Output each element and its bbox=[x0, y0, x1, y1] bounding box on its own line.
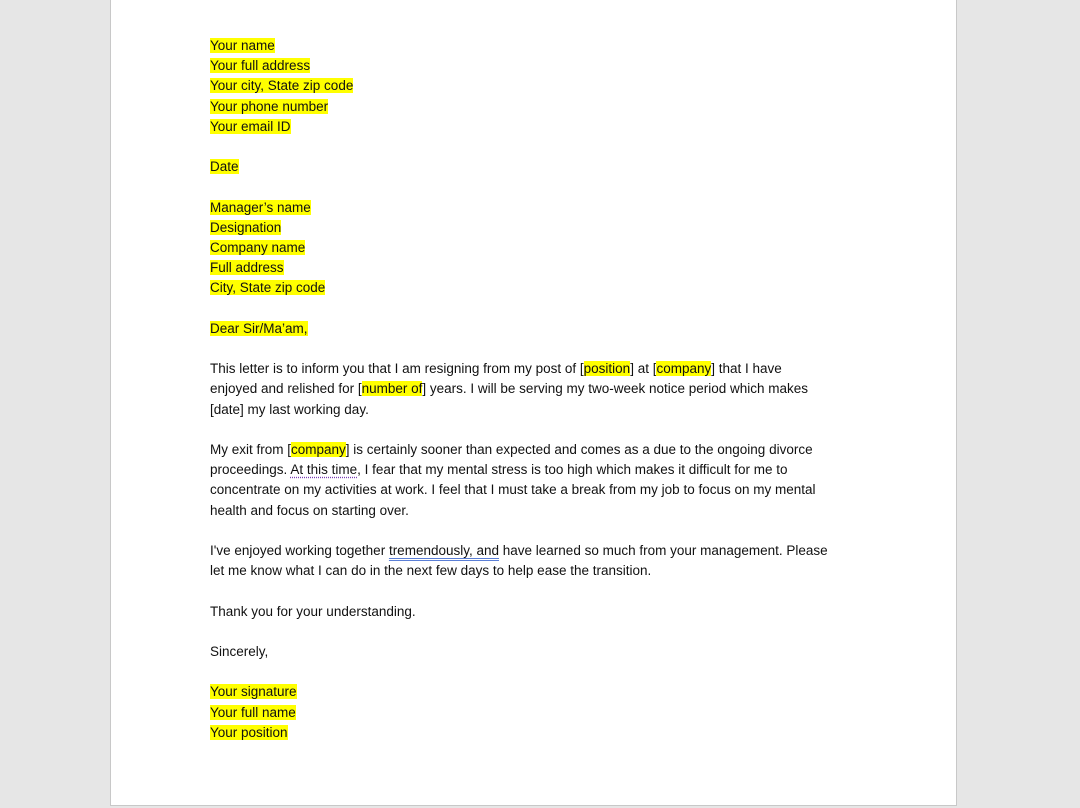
style-flag[interactable]: tremendously, and bbox=[388, 542, 500, 558]
text-run: ] is certainly sooner than expected and comes as a due to the ongoing divorce bbox=[345, 441, 813, 457]
spacer bbox=[210, 521, 870, 541]
text-run: enjoyed and relished for [ bbox=[210, 381, 362, 397]
spacer bbox=[210, 622, 870, 642]
text-run: ] years. I will be serving my two-week notice period which makes bbox=[422, 381, 809, 397]
text-run: proceedings. bbox=[210, 462, 291, 478]
text-run: [date] my last working day. bbox=[210, 401, 369, 417]
letter-date: Date bbox=[210, 159, 239, 175]
sender-phone: Your phone number bbox=[210, 98, 329, 114]
placeholder-position: position bbox=[583, 361, 631, 377]
recipient-designation: Designation bbox=[210, 219, 282, 235]
signature-placeholder: Your signature bbox=[210, 684, 297, 700]
spacer bbox=[210, 137, 870, 157]
sender-email: Your email ID bbox=[210, 118, 291, 134]
spacer bbox=[210, 299, 870, 319]
paragraph-gratitude bbox=[210, 541, 870, 581]
recipient-address: Full address bbox=[210, 260, 284, 276]
text-run: My exit from [ bbox=[210, 441, 292, 457]
placeholder-company: company bbox=[656, 361, 712, 377]
grammar-flag[interactable]: At this time bbox=[290, 462, 358, 478]
recipient-block bbox=[210, 198, 870, 299]
sender-block bbox=[210, 36, 870, 137]
placeholder-company: company bbox=[291, 441, 346, 457]
document-page[interactable] bbox=[110, 0, 957, 806]
paragraph-reason bbox=[210, 440, 870, 521]
text-run: let me know what I can do in the next few days to help ease the transition. bbox=[210, 563, 652, 579]
sender-city: Your city, State zip code bbox=[210, 78, 354, 94]
spacer bbox=[210, 420, 870, 440]
spacer bbox=[210, 177, 870, 197]
signature-position: Your position bbox=[210, 724, 288, 740]
spacer bbox=[210, 581, 870, 601]
text-run: health and focus on starting over. bbox=[210, 502, 409, 518]
sender-name: Your name bbox=[210, 38, 275, 53]
spacer bbox=[210, 339, 870, 359]
recipient-company: Company name bbox=[210, 240, 306, 255]
sender-address: Your full address bbox=[210, 58, 311, 74]
closing-line: Sincerely, bbox=[210, 643, 269, 659]
text-run: ] at [ bbox=[630, 361, 657, 377]
text-run: have learned so much from your management. Please bbox=[499, 542, 828, 558]
recipient-name: Manager’s name bbox=[210, 199, 311, 215]
placeholder-number-of: number of bbox=[361, 381, 423, 397]
text-run: concentrate on my activities at work. I feel that I must take a break from my job to focus on my mental bbox=[210, 482, 816, 498]
paragraph-resignation bbox=[210, 359, 870, 420]
recipient-city: City, State zip code bbox=[210, 280, 326, 296]
text-run: I've enjoyed working together bbox=[210, 542, 389, 558]
signature-full-name: Your full name bbox=[210, 704, 296, 720]
text-run: , I fear that my mental stress is too high which makes it difficult for me to bbox=[357, 462, 788, 478]
signature-block bbox=[210, 682, 870, 743]
salutation: Dear Sir/Ma’am, bbox=[210, 320, 308, 336]
text-run: ] that I have bbox=[711, 361, 782, 377]
spacer bbox=[210, 662, 870, 682]
thanks-line: Thank you for your understanding. bbox=[210, 603, 416, 619]
text-run: This letter is to inform you that I am resigning from my post of [ bbox=[210, 361, 584, 377]
letter-body[interactable] bbox=[210, 36, 870, 743]
